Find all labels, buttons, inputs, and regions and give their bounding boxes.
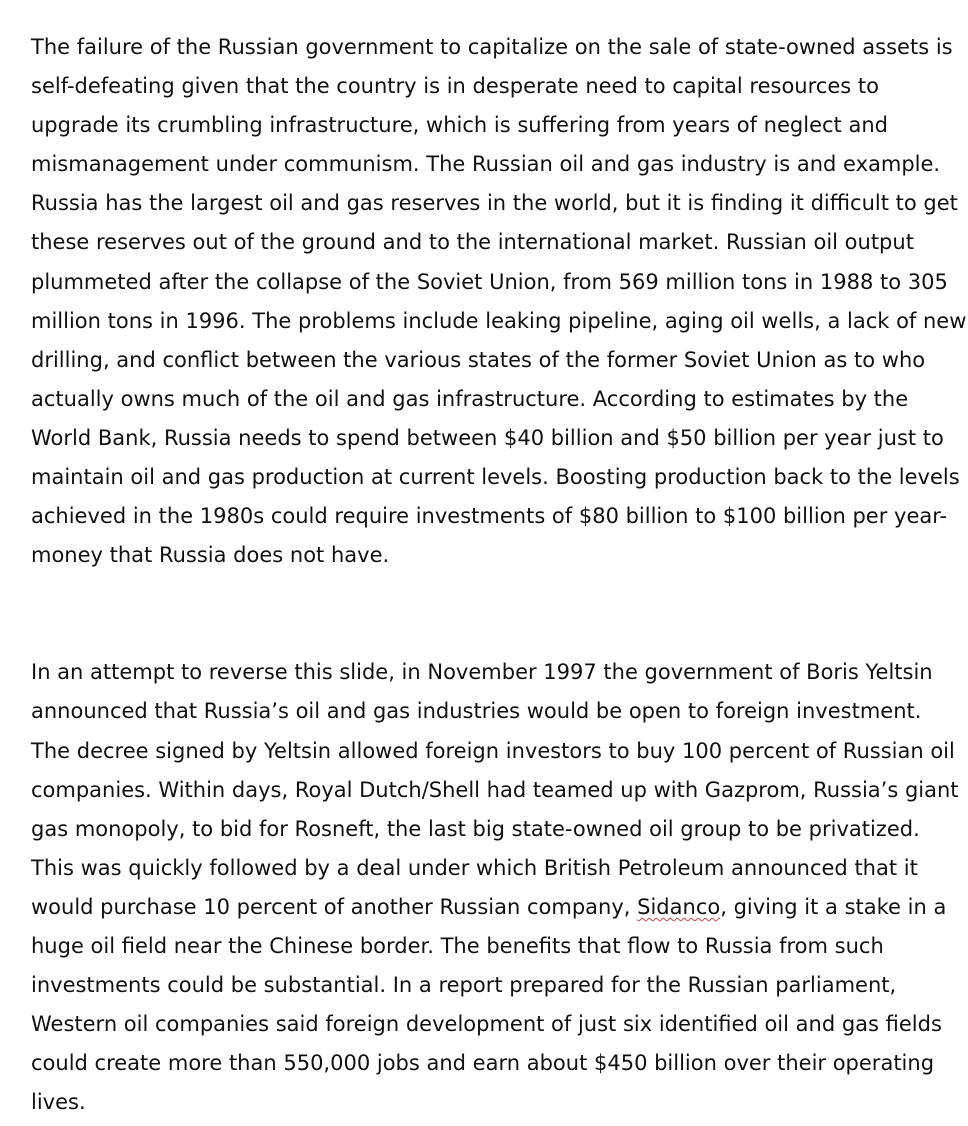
text-line: World Bank, Russia needs to spend between $40 billion and $50 billion per year just to (31, 425, 944, 450)
text-line: Russia has the largest oil and gas reserves in the world, but it is finding it difficult to get (31, 191, 958, 216)
text-line: The decree signed by Yeltsin allowed foreign investors to buy 100 percent of Russian oil (31, 738, 955, 763)
text-line: The failure of the Russian government to capitalize on the sale of state-owned assets is (31, 35, 953, 59)
text-line: upgrade its crumbling infrastructure, which is suffering from years of neglect and (31, 113, 888, 138)
text-line: investments could be substantial. In a report prepared for the Russian parliament, (31, 973, 897, 998)
text-line-with-flagged-word (31, 888, 951, 927)
spellcheck-flagged-word[interactable]: Sidanco (637, 894, 721, 919)
paragraph-2 (31, 653, 959, 1122)
text-line: these reserves out of the ground and to the international market. Russian oil output (31, 230, 914, 255)
paragraph-1 (31, 28, 967, 575)
text-line: plummeted after the collapse of the Soviet Union, from 569 million tons in 1988 to 305 (31, 269, 948, 294)
text-line: Western oil companies said foreign development of just six identified oil and gas fields (31, 1012, 942, 1037)
text-line: huge oil field near the Chinese border. The benefits that flow to Russia from such (31, 933, 884, 958)
text-line: maintain oil and gas production at current levels. Boosting production back to the levels (31, 465, 960, 490)
text-line: money that Russia does not have. (31, 543, 390, 568)
text-line: This was quickly followed by a deal under which British Petroleum announced that it (31, 855, 918, 880)
paragraph-spacing (31, 575, 951, 653)
text-line: drilling, and conflict between the various states of the former Soviet Union as to who (31, 347, 926, 372)
text-line: companies. Within days, Royal Dutch/Shell had teamed up with Gazprom, Russia’s giant (31, 777, 959, 802)
text-line: mismanagement under communism. The Russian oil and gas industry is and example. (31, 152, 941, 177)
text-line: gas monopoly, to bid for Rosneft, the last big state-owned oil group to be privatized. (31, 816, 920, 841)
text-line: announced that Russia’s oil and gas industries would be open to foreign investment. (31, 699, 922, 724)
text-segment: , giving it a stake in a (720, 894, 947, 919)
document-page (31, 28, 967, 1122)
text-line: lives. (31, 1090, 86, 1115)
text-segment: would purchase 10 percent of another Russian company, (31, 894, 638, 919)
text-line: could create more than 550,000 jobs and earn about $450 billion over their operating (31, 1051, 935, 1076)
text-line: self-defeating given that the country is in desperate need to capital resources to (31, 74, 879, 99)
text-line: million tons in 1996. The problems include leaking pipeline, aging oil wells, a lack of new (31, 308, 967, 333)
text-line: In an attempt to reverse this slide, in November 1997 the government of Boris Yeltsin (31, 660, 933, 685)
text-line: achieved in the 1980s could require investments of $80 billion to $100 billion per year- (31, 504, 948, 529)
text-line: actually owns much of the oil and gas infrastructure. According to estimates by the (31, 386, 909, 411)
